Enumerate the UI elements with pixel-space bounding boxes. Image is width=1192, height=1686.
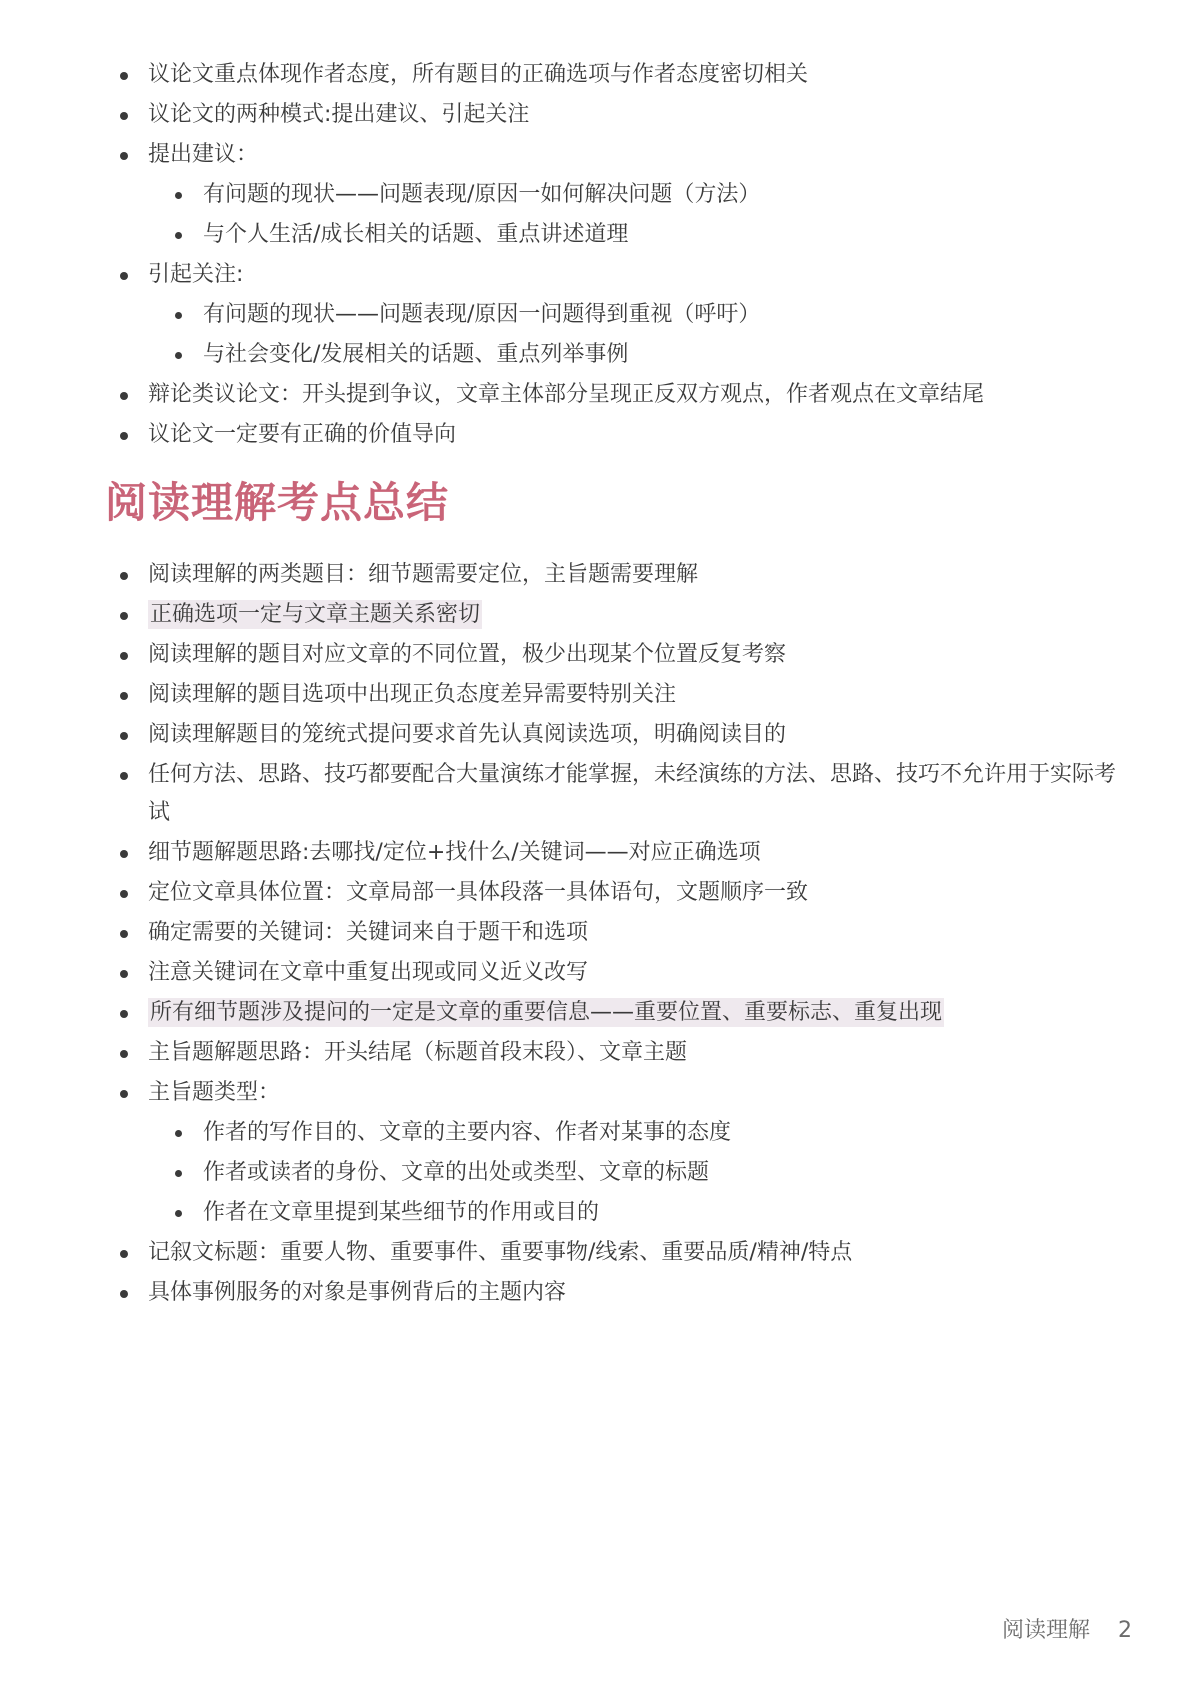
sub-list: [173, 295, 1118, 375]
sub-list-item-text: 与个人生活/成长相关的话题、重点讲述道理: [203, 222, 629, 247]
list-item-text: 阅读理解的题目选项中出现正负态度差异需要特别关注: [148, 682, 677, 707]
footer-title: 阅读理解: [1001, 1618, 1090, 1643]
list-item-text: 议论文重点体现作者态度，所有题目的正确选项与作者态度密切相关: [148, 62, 809, 87]
list-item-text: 辩论类议论文：开头提到争议，文章主体部分呈现正反双方观点，作者观点在文章结尾: [148, 382, 985, 407]
bullet-icon: [120, 1250, 128, 1258]
sub-list-item-text: 与社会变化/发展相关的话题、重点列举事例: [203, 342, 629, 367]
sub-list: [173, 1113, 1118, 1233]
bullet-icon: [120, 1050, 128, 1058]
sub-list: [173, 175, 1118, 255]
list-item-text: 定位文章具体位置：文章局部一具体段落一具体语句，文题顺序一致: [148, 880, 809, 905]
list-item: [118, 1033, 1118, 1073]
sub-list-item: [173, 1153, 1118, 1193]
bullet-icon: [120, 692, 128, 700]
list-item-text: 细节题解题思路:去哪找/定位+找什么/关键词——对应正确选项: [148, 840, 761, 865]
list-item-text: 注意关键词在文章中重复出现或同义近义改写: [148, 960, 589, 985]
sub-list-item: [173, 175, 1118, 215]
sub-list-item-text: 作者在文章里提到某些细节的作用或目的: [203, 1200, 600, 1225]
bullet-icon: [120, 272, 128, 280]
page-footer: [1002, 1613, 1132, 1644]
list-item-text: 阅读理解题目的笼统式提问要求首先认真阅读选项，明确阅读目的: [148, 722, 787, 747]
sub-list-item: [173, 1193, 1118, 1233]
bullet-icon: [120, 652, 128, 660]
list-item: [118, 755, 1118, 833]
bullet-icon: [175, 352, 182, 359]
bullet-icon: [120, 930, 128, 938]
highlighted-list-item-text: 所有细节题涉及提问的一定是文章的重要信息——重要位置、重要标志、重复出现: [150, 1000, 943, 1025]
list-item: [118, 255, 1118, 375]
bullet-icon: [120, 772, 128, 780]
highlighted-list-item-text: 正确选项一定与文章主题关系密切: [150, 602, 481, 627]
bullet-icon: [120, 152, 128, 160]
argumentative-notes-list: [118, 55, 1118, 455]
list-item-text: 提出建议：: [148, 142, 259, 167]
list-item-text: 阅读理解的两类题目：细节题需要定位，主旨题需要理解: [148, 562, 699, 587]
sub-list-item-text: 有问题的现状——问题表现/原因一问题得到重视（呼吁）: [203, 302, 761, 327]
bullet-icon: [120, 890, 128, 898]
list-item-text: 记叙文标题：重要人物、重要事件、重要事物/线索、重要品质/精神/特点: [148, 1240, 853, 1265]
bullet-icon: [175, 1130, 182, 1137]
bullet-icon: [120, 1090, 128, 1098]
bullet-icon: [120, 572, 128, 580]
sub-list-item: [173, 335, 1118, 375]
bullet-icon: [120, 112, 128, 120]
list-item-text: 阅读理解的题目对应文章的不同位置，极少出现某个位置反复考察: [148, 642, 787, 667]
bullet-icon: [175, 192, 182, 199]
list-item-text: 议论文的两种模式:提出建议、引起关注: [148, 102, 530, 127]
list-item-text: 主旨题解题思路：开头结尾（标题首段末段）、文章主题: [148, 1040, 688, 1065]
bullet-icon: [120, 1010, 128, 1018]
sub-list-item: [173, 1113, 1118, 1153]
list-item-text: 引起关注:: [148, 262, 244, 287]
bullet-icon: [175, 312, 182, 319]
section-heading: 阅读理解考点总结: [105, 478, 450, 527]
bullet-icon: [120, 1290, 128, 1298]
list-item: [118, 595, 1118, 635]
list-item: [118, 635, 1118, 675]
list-item-text: 任何方法、思路、技巧都要配合大量演练才能掌握，未经演练的方法、思路、技巧不允许用于实际考试: [148, 762, 1117, 825]
list-item: [118, 135, 1118, 255]
list-item: [118, 375, 1118, 415]
reading-comprehension-notes-list: [118, 555, 1118, 1313]
list-item: [118, 715, 1118, 755]
bullet-icon: [120, 970, 128, 978]
bullet-icon: [120, 72, 128, 80]
list-item: [118, 833, 1118, 873]
bullet-icon: [120, 432, 128, 440]
list-item: [118, 1273, 1118, 1313]
list-item-text: 具体事例服务的对象是事例背后的主题内容: [148, 1280, 567, 1305]
list-item: [118, 555, 1118, 595]
list-item: [118, 55, 1118, 95]
bullet-icon: [120, 732, 128, 740]
list-item: [118, 1233, 1118, 1273]
bullet-icon: [175, 232, 182, 239]
list-item-text: 主旨题类型：: [148, 1080, 281, 1105]
list-item: [118, 953, 1118, 993]
list-item-text: 议论文一定要有正确的价值导向: [148, 422, 457, 447]
list-item: [118, 873, 1118, 913]
page-number: 2: [1118, 1618, 1132, 1643]
list-item: [118, 1073, 1118, 1233]
bullet-icon: [120, 850, 128, 858]
sub-list-item: [173, 295, 1118, 335]
list-item: [118, 415, 1118, 455]
list-item: [118, 675, 1118, 715]
list-item: [118, 913, 1118, 953]
sub-list-item-text: 作者或读者的身份、文章的出处或类型、文章的标题: [203, 1160, 710, 1185]
list-item: [118, 993, 1118, 1033]
sub-list-item: [173, 215, 1118, 255]
bullet-icon: [175, 1210, 182, 1217]
sub-list-item-text: 作者的写作目的、文章的主要内容、作者对某事的态度: [203, 1120, 732, 1145]
bullet-icon: [120, 392, 128, 400]
list-item: [118, 95, 1118, 135]
sub-list-item-text: 有问题的现状——问题表现/原因一如何解决问题（方法）: [203, 182, 761, 207]
list-item-text: 确定需要的关键词：关键词来自于题干和选项: [148, 920, 589, 945]
bullet-icon: [175, 1170, 182, 1177]
bullet-icon: [120, 612, 128, 620]
